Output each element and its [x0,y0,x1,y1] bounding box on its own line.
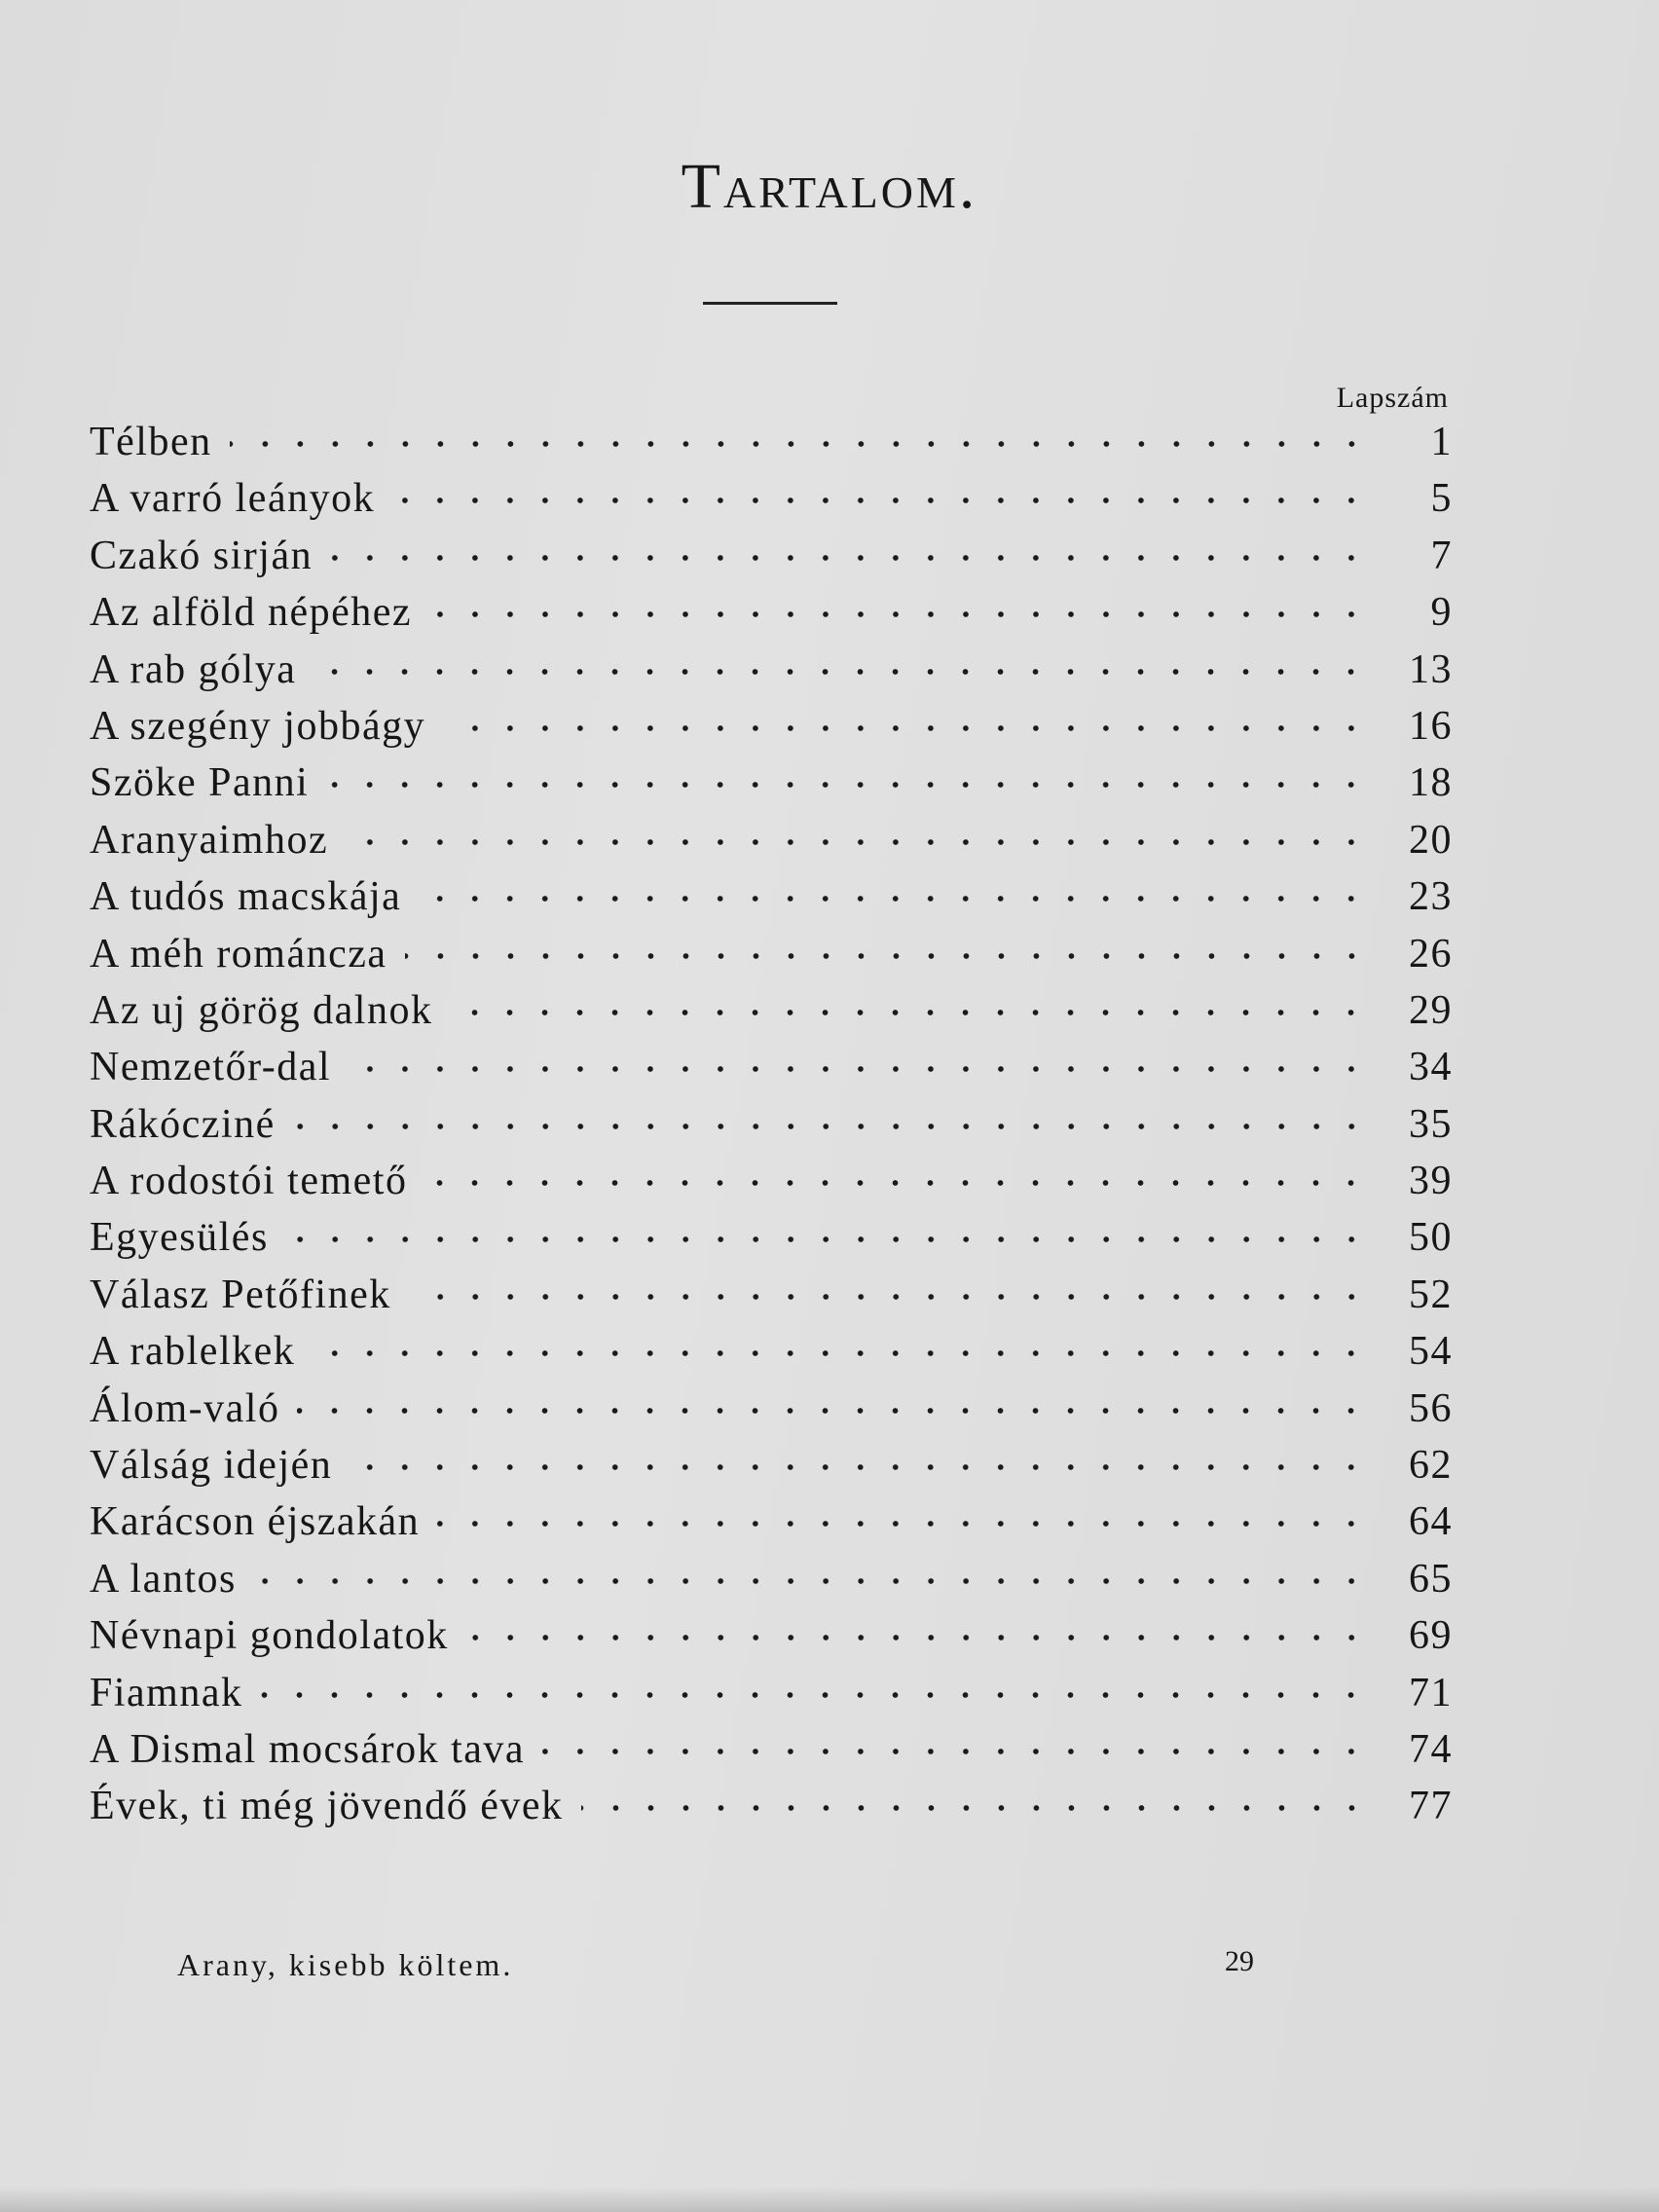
footer-signature: Arany, kisebb költem. [177,1947,514,1982]
toc-entry [90,1726,1453,1783]
toc-entry [90,1670,1453,1726]
toc-entry-page: 5 [1430,476,1453,522]
toc-entry-title: Névnapi gondolatok [90,1613,449,1659]
dot-leader [466,1633,1369,1642]
toc-entry [90,1214,1453,1271]
dot-leader [581,1803,1369,1813]
toc-entry-page: 39 [1409,1159,1453,1204]
toc-entry-title: Az uj görög dalnok [90,987,433,1033]
toc-entry [90,1328,1453,1384]
dot-leader [429,609,1369,619]
dot-leader [405,951,1369,961]
toc-entry-page: 56 [1409,1385,1453,1431]
toc-entry-title: Télben [90,420,212,464]
toc-entry-title: A varró leányok [90,476,376,522]
toc-entry [90,533,1453,589]
toc-entry-page: 9 [1430,590,1453,636]
toc-entry [90,1556,1453,1612]
toc-entry-title: A rodostói temető [90,1159,408,1204]
toc-entry-title: A rablelkek [90,1329,296,1375]
toc-entry-title: Szöke Panni [90,760,310,806]
toc-entry-title: Válság idején [90,1443,333,1489]
dot-leader [330,553,1369,563]
toc-entry-page: 35 [1409,1101,1453,1147]
toc-entry-page: 54 [1409,1329,1453,1375]
toc-entry-title: A rab gólya [90,646,297,692]
page-title: Tartalom. [681,151,978,223]
title-divider [703,302,837,305]
toc-entry-page: 1 [1430,420,1453,464]
toc-entry [90,475,1453,532]
toc-entry-page: 7 [1430,533,1453,578]
toc-entry-page: 71 [1409,1670,1453,1715]
toc-entry-page: 50 [1409,1215,1453,1261]
toc-entry-title: A méh románcza [90,931,387,977]
dot-leader [313,1348,1369,1358]
toc-entry-title: Álom-való [90,1385,280,1431]
toc-entry-page: 29 [1409,987,1453,1033]
page-number-column-header: Lapszám [1336,382,1449,414]
toc-entry [90,987,1453,1044]
toc-entry [90,646,1453,703]
dot-leader [313,667,1369,677]
toc-entry-page: 62 [1409,1443,1453,1489]
toc-entry [90,759,1453,816]
toc-entry-page: 16 [1409,703,1453,749]
dot-leader [350,1462,1369,1472]
toc-entry-title: Aranyaimhoz [90,817,329,863]
dot-leader [293,1122,1369,1131]
dot-leader [437,1519,1369,1529]
dot-leader [297,1406,1369,1416]
toc-entry-title: Az alföld népéhez [90,590,413,636]
toc-entry [90,1612,1453,1669]
toc-entry-page: 23 [1409,874,1453,920]
toc-entry-page: 64 [1409,1499,1453,1545]
toc-entry-title: A szegény jobbágy [90,703,426,749]
toc-entry-title: Évek, ti még jövendő évek [90,1784,564,1829]
toc-entry [90,931,1453,987]
toc-entry [90,419,1453,475]
dot-leader [326,780,1369,790]
toc-entry-page: 18 [1409,760,1453,806]
dot-leader [450,1008,1369,1017]
table-of-contents [90,419,1453,1840]
dot-leader [346,837,1369,847]
dot-leader [254,1576,1369,1586]
footer-sheet-number: 29 [1225,1945,1254,1977]
toc-entry-title: A Dismal mocsárok tava [90,1726,526,1772]
toc-entry [90,817,1453,873]
toc-entry-title: Válasz Petőfinek [90,1272,391,1317]
toc-entry [90,589,1453,645]
toc-entry [90,1442,1453,1498]
dot-leader [286,1235,1369,1244]
toc-entry [90,1158,1453,1214]
toc-entry-page: 65 [1409,1556,1453,1602]
toc-entry [90,1272,1453,1328]
toc-entry-title: Karácson éjszakán [90,1499,421,1545]
dot-leader [349,1064,1369,1074]
toc-entry-title: Czakó sirján [90,533,313,578]
dot-leader [260,1690,1369,1700]
toc-entry [90,1783,1453,1839]
toc-entry-title: A lantos [90,1556,237,1602]
dot-leader [424,1178,1369,1188]
toc-entry [90,873,1453,930]
dot-leader [409,1292,1369,1302]
toc-entry-title: Egyesülés [90,1215,269,1261]
toc-entry-title: Fiamnak [90,1670,243,1715]
toc-entry [90,703,1453,759]
page-bottom-edge [0,2187,1659,2212]
dot-leader [542,1747,1369,1756]
toc-entry-title: A tudós macskája [90,874,402,920]
toc-entry-page: 74 [1409,1726,1453,1772]
dot-leader [230,439,1369,449]
toc-entry [90,1385,1453,1442]
toc-entry-page: 77 [1409,1784,1453,1829]
toc-entry-page: 52 [1409,1272,1453,1317]
toc-entry-page: 20 [1409,817,1453,863]
toc-entry-title: Rákócziné [90,1101,276,1147]
toc-entry [90,1101,1453,1158]
dot-leader [419,894,1369,903]
toc-entry [90,1498,1453,1555]
toc-entry-page: 26 [1409,931,1453,977]
dot-leader [392,496,1369,505]
toc-entry-page: 13 [1409,646,1453,692]
toc-entry-title: Nemzetőr-dal [90,1045,332,1090]
toc-entry [90,1044,1453,1100]
toc-entry-page: 69 [1409,1613,1453,1659]
toc-entry-page: 34 [1409,1045,1453,1090]
dot-leader [443,723,1369,733]
